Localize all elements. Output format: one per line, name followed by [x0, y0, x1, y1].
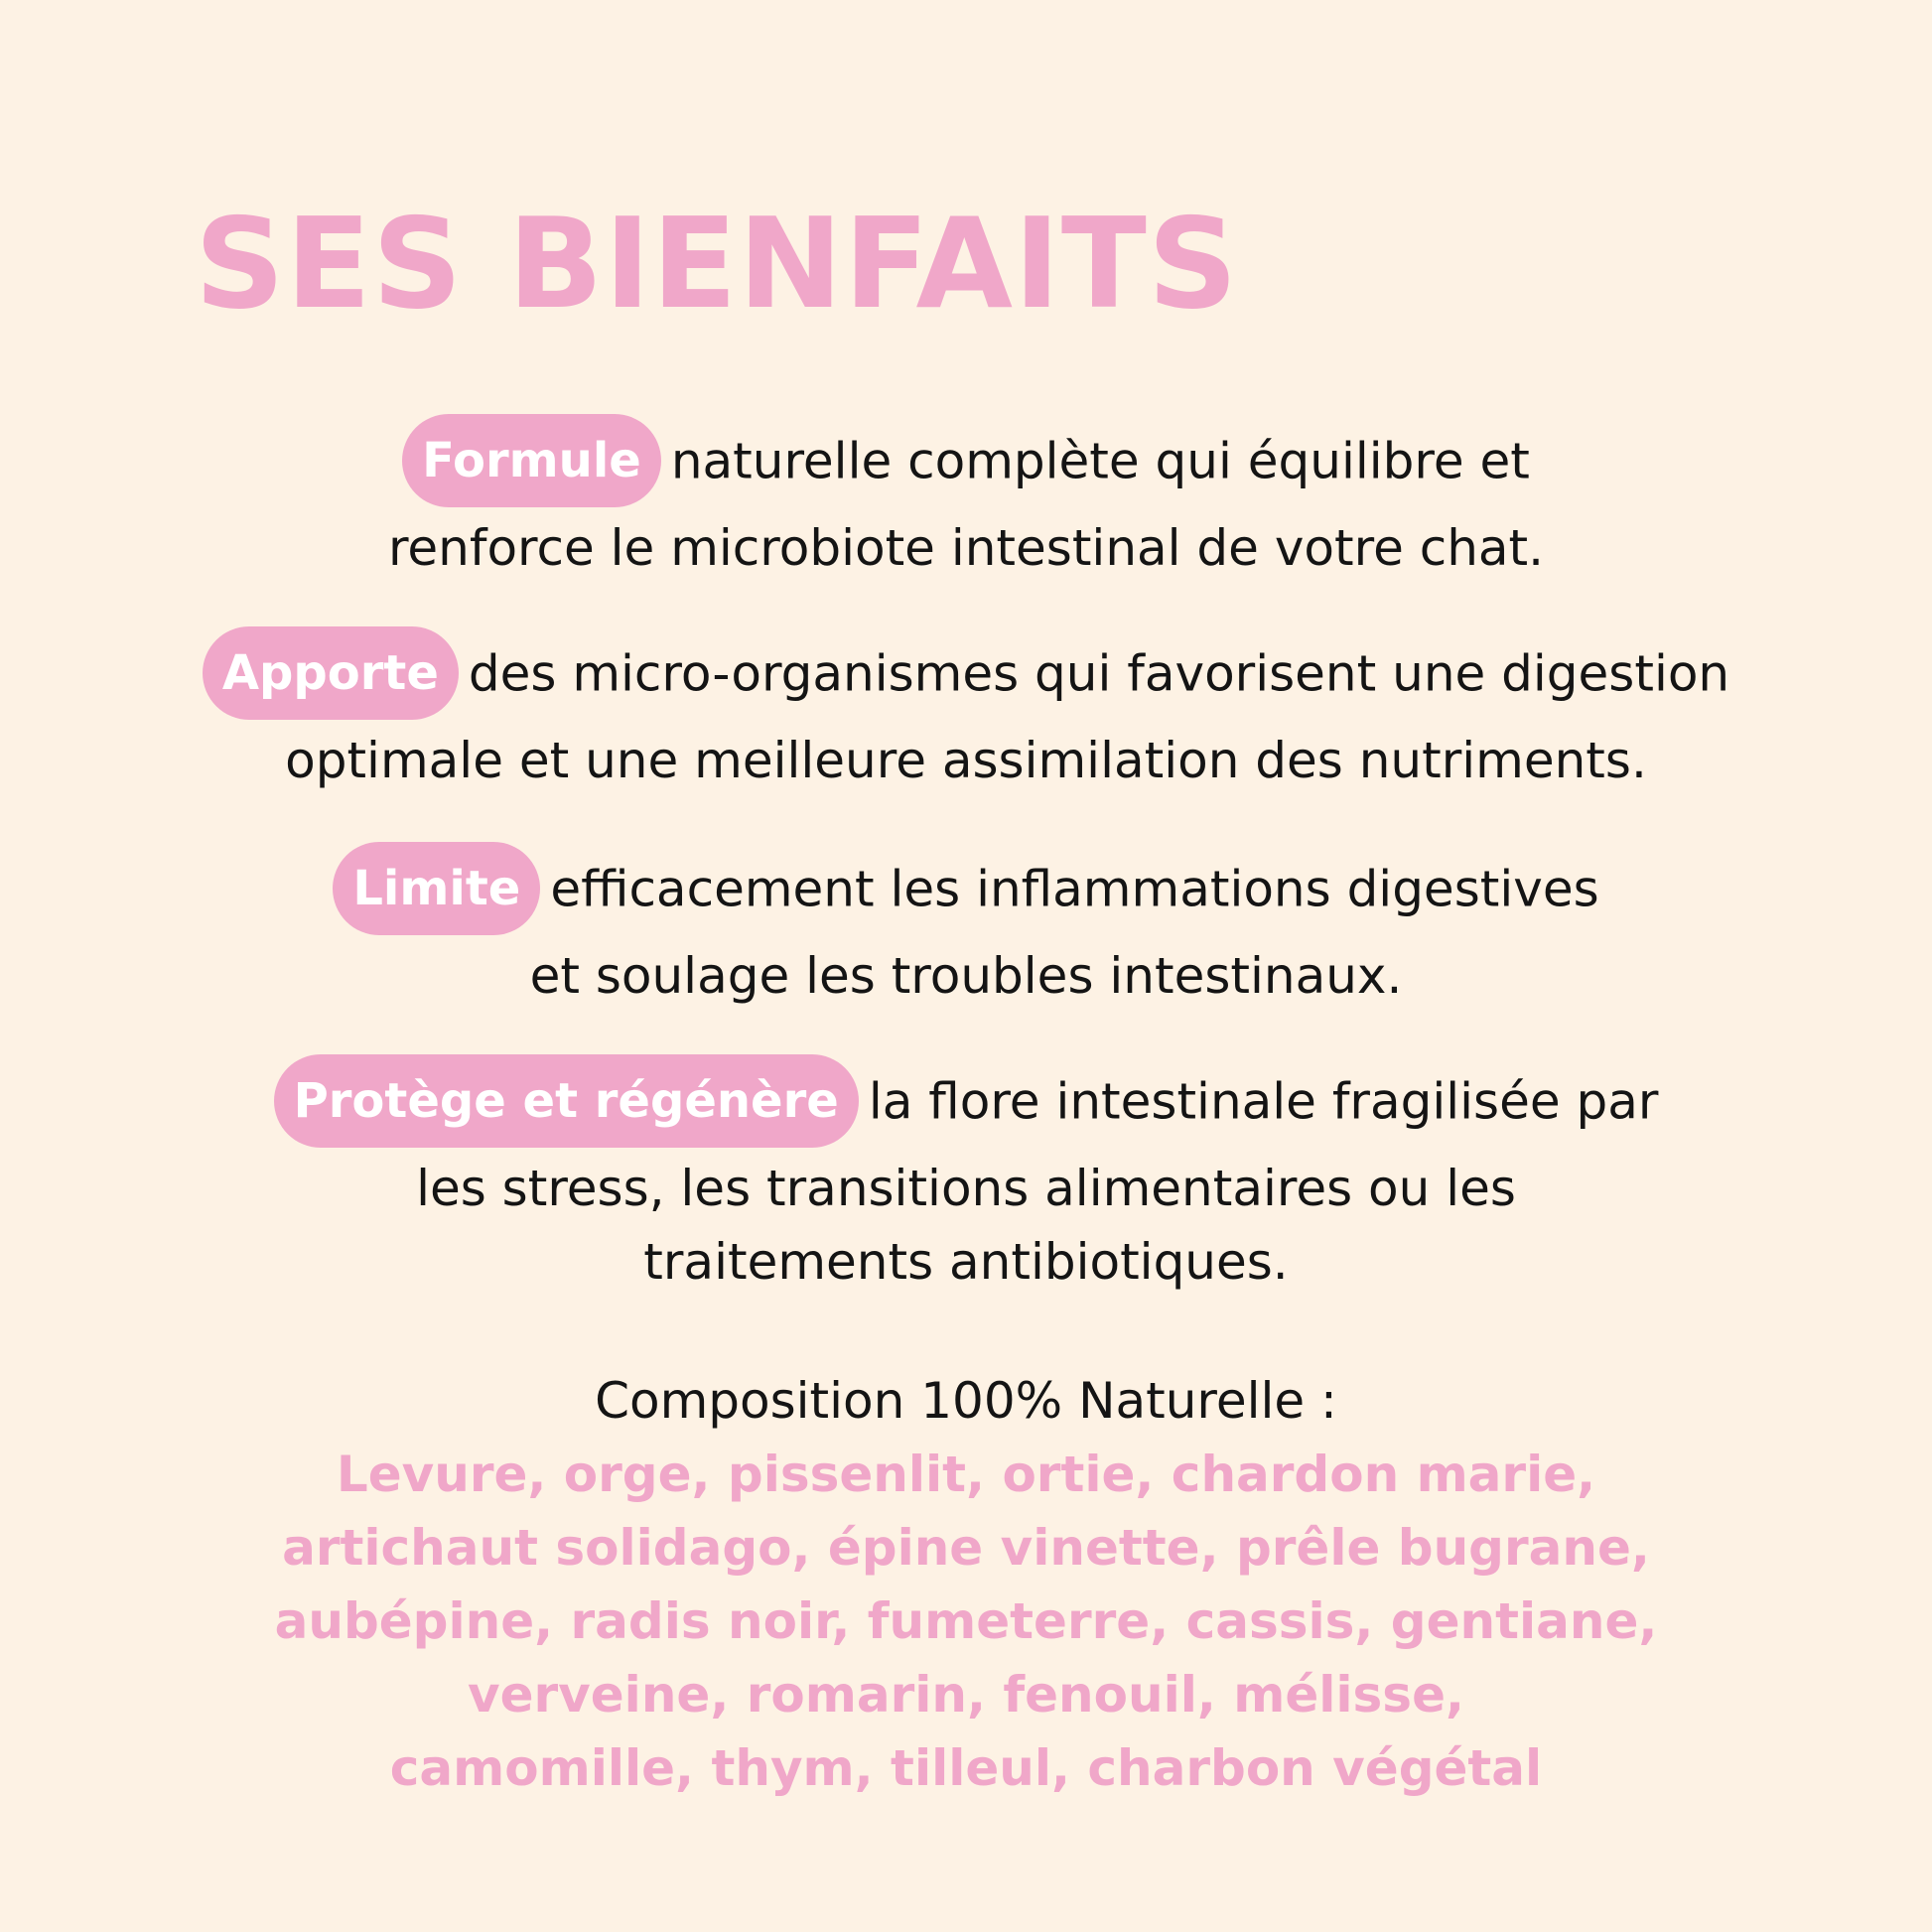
page-title: SES BIENFAITS	[195, 191, 1239, 337]
benefit-text-line: les stress, les transitions alimentaires ou les	[416, 1160, 1516, 1217]
benefit-text-line: des micro-organismes qui favorisent une digestion	[468, 644, 1730, 703]
ingredients-line: Levure, orge, pissenlit, ortie, chardon marie,	[336, 1446, 1596, 1503]
benefit-highlight-pill: Formule	[402, 414, 661, 507]
benefit-text-line: traitements antibiotiques.	[643, 1233, 1289, 1291]
benefit-highlight-pill: Limite	[333, 842, 540, 935]
benefit-text-line: et soulage les troubles intestinaux.	[529, 947, 1403, 1005]
benefit-highlight-pill: Apporte	[203, 626, 459, 720]
benefit-text-line: naturelle complète qui équilibre et	[670, 432, 1530, 490]
ingredients-list	[0, 1438, 1932, 1805]
benefit-apporte	[0, 630, 1932, 797]
benefit-protege	[0, 1058, 1932, 1299]
benefit-formule	[0, 418, 1932, 585]
benefit-text-line: renforce le microbiote intestinal de votre chat.	[387, 519, 1545, 577]
ingredients-line: aubépine, radis noir, fumeterre, cassis, gentiane,	[274, 1592, 1658, 1650]
ingredients-line: artichaut solidago, épine vinette, prêle bugrane,	[282, 1519, 1650, 1577]
ingredients-line: verveine, romarin, fenouil, mélisse,	[468, 1666, 1464, 1724]
benefit-highlight-pill: Protège et régénère	[274, 1054, 859, 1148]
benefit-text-line: optimale et une meilleure assimilation des nutriments.	[285, 732, 1647, 789]
ingredients-line: camomille, thym, tilleul, charbon végétal	[389, 1739, 1543, 1797]
benefit-text-line: la flore intestinale fragilisée par	[868, 1072, 1659, 1131]
composition-label: Composition 100% Naturelle :	[595, 1372, 1337, 1430]
benefit-limite	[0, 846, 1932, 1013]
benefit-text-line: efficacement les inflammations digestives	[550, 860, 1599, 918]
